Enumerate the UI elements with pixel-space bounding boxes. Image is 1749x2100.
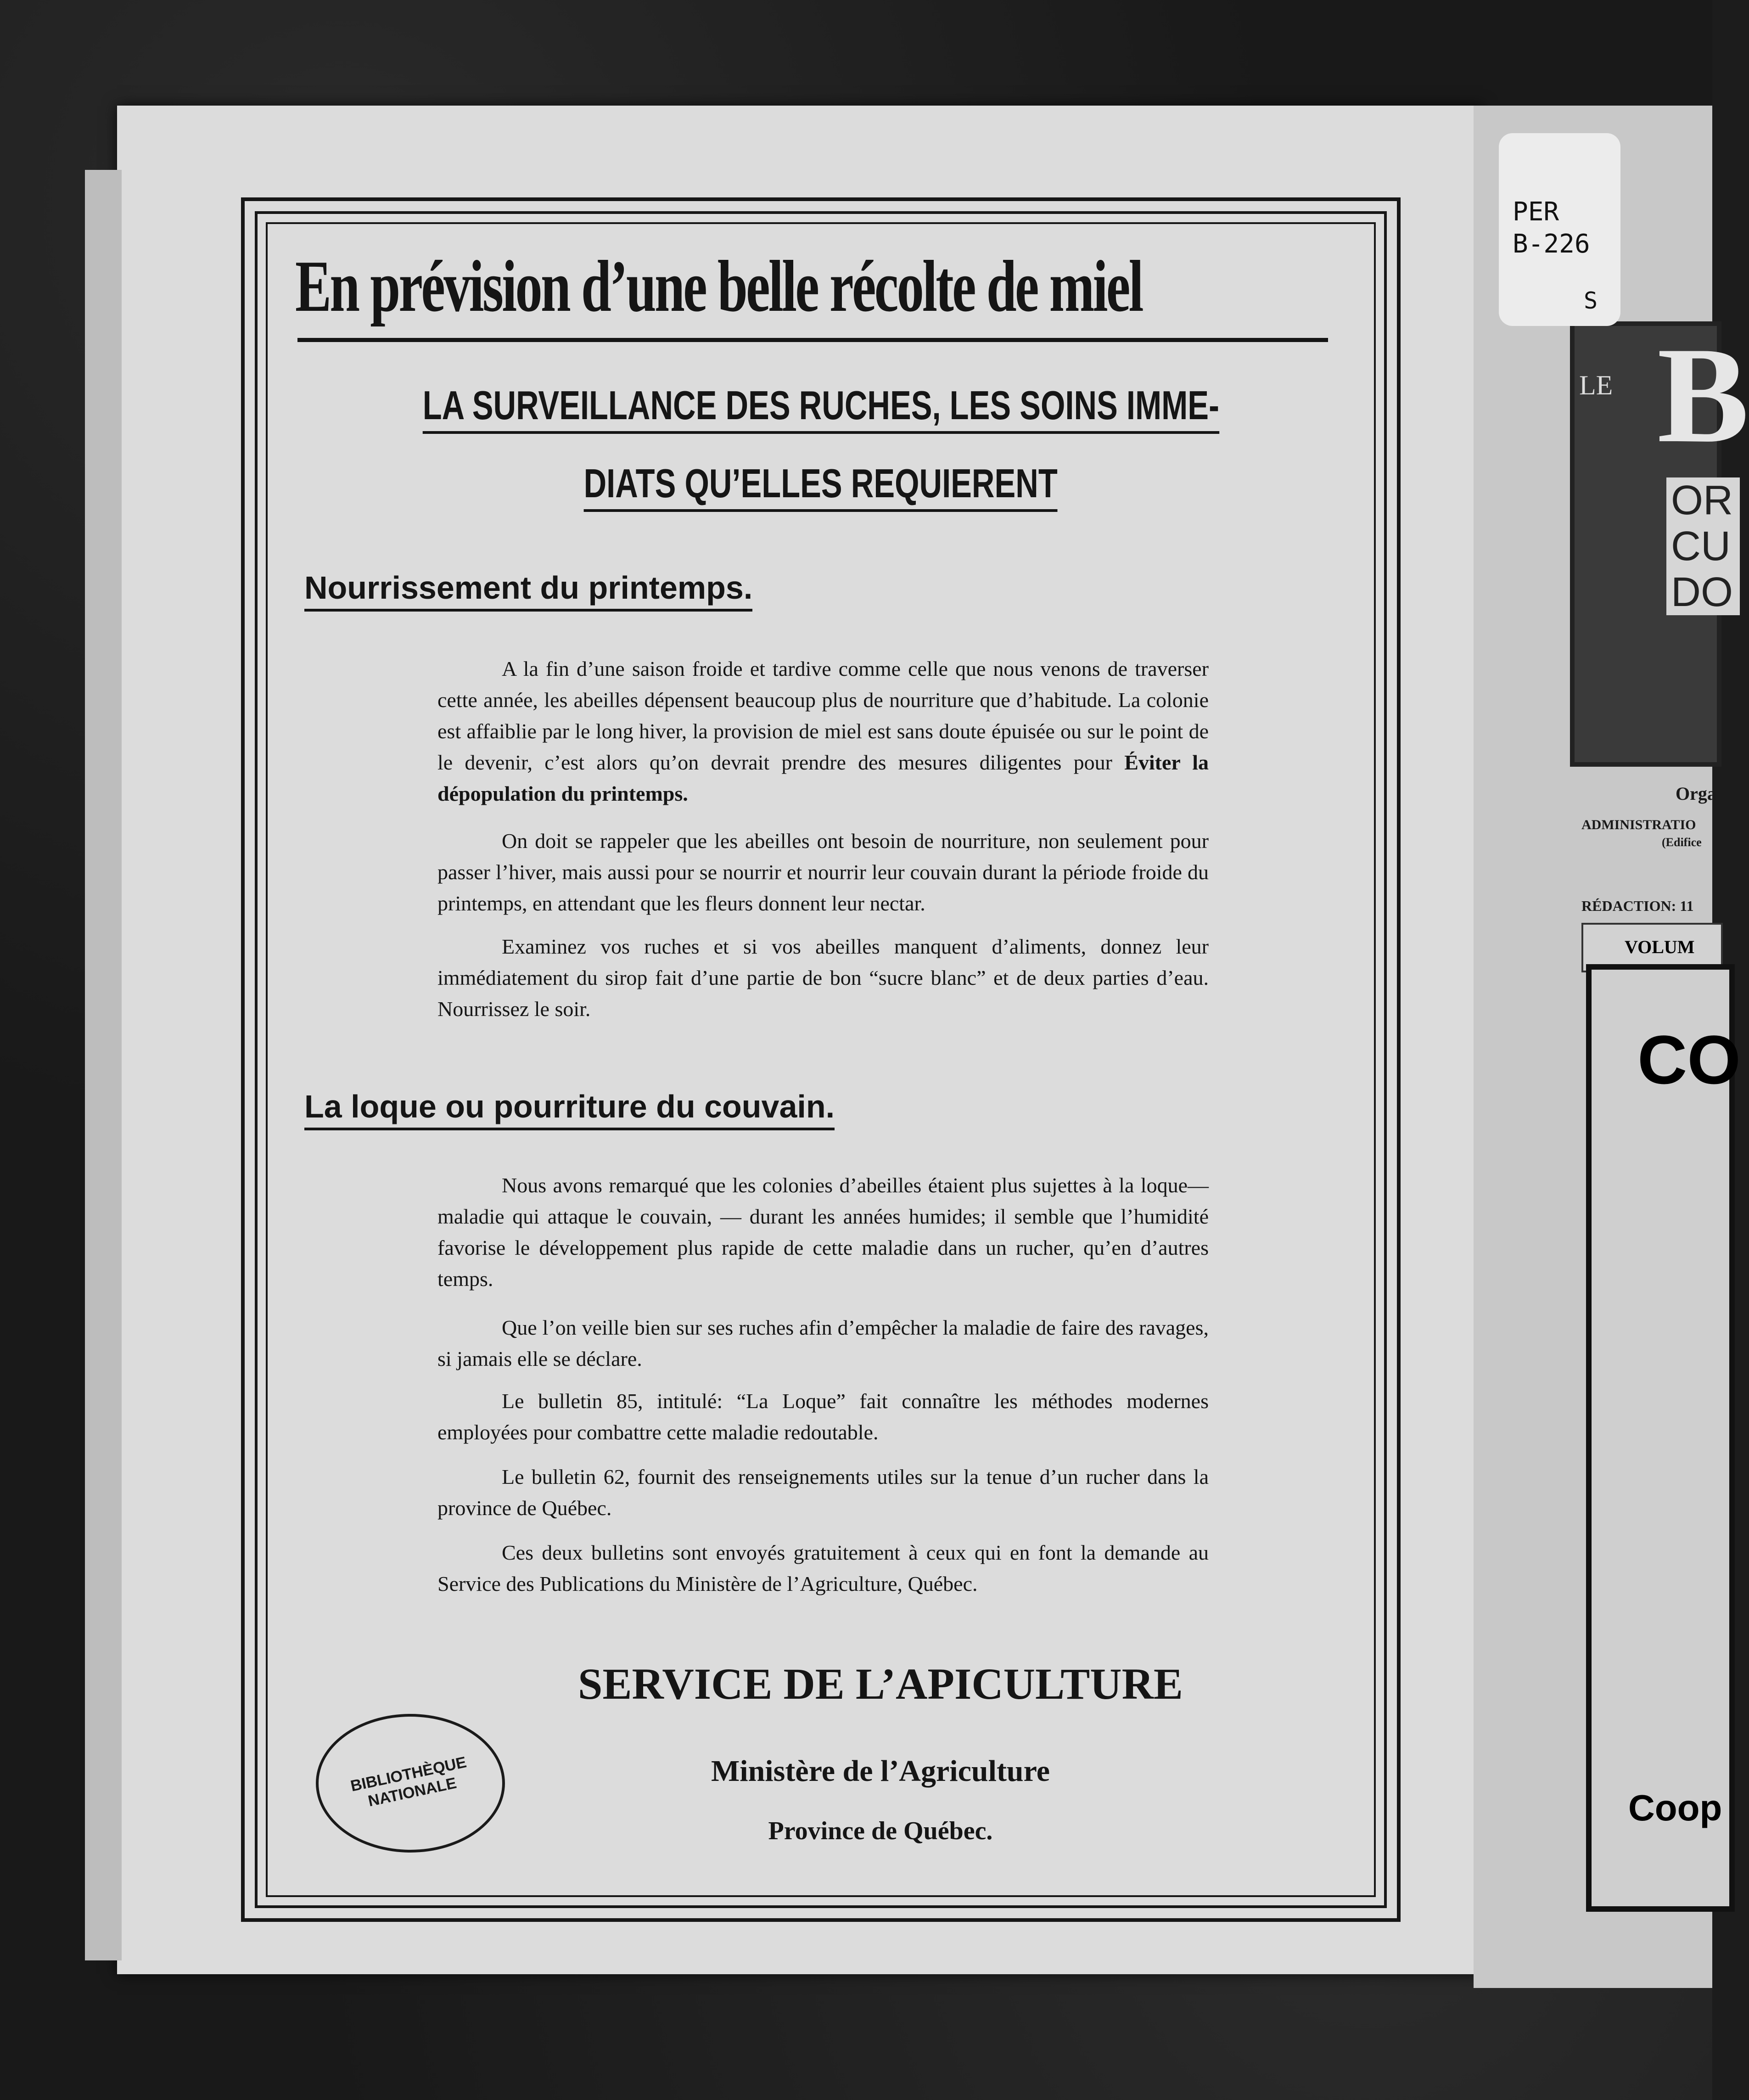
section-title-nourrissement: Nourrissement du printemps. bbox=[304, 568, 752, 612]
footer-province: Province de Québec. bbox=[768, 1817, 993, 1845]
right-page-box bbox=[1586, 964, 1741, 1912]
paragraph-5: Que l’on veille bien sur ses ruches afin d’empêcher la maladie de faire des ravages, si jamais elle se déclare. bbox=[437, 1316, 1209, 1370]
masthead-prefix: LE bbox=[1579, 370, 1613, 400]
section-title-loque: La loque ou pourriture du couvain. bbox=[304, 1087, 835, 1130]
page-edge bbox=[85, 170, 122, 1960]
box-footer: Coop bbox=[1628, 1787, 1722, 1828]
organ-text: Orga bbox=[1676, 783, 1716, 804]
masthead-logo bbox=[1570, 319, 1749, 767]
left-page bbox=[117, 106, 1483, 1974]
call-number-label: PER B-226 S bbox=[1499, 133, 1620, 326]
footer-ministry: Ministère de l’Agriculture bbox=[711, 1754, 1050, 1788]
redaction-text: RÉDACTION: 11 bbox=[1581, 898, 1694, 914]
paragraph-7: Le bulletin 62, fournit des renseignements utiles sur la tenue d’un rucher dans la province de Québec. bbox=[437, 1465, 1209, 1520]
administration-text: ADMINISTRATIO bbox=[1581, 817, 1696, 832]
stamp-text: BIBLIOTHÈQUE NATIONALE bbox=[349, 1753, 468, 1810]
box-heading: CO bbox=[1637, 1021, 1741, 1098]
paragraph-3: Examinez vos ruches et si vos abeilles manquent d’aliments, donnez leur immédiatement du sirop fait d’une partie de bon “sucre blanc” et de deux parties d’eau. Nourrissez le soir. bbox=[437, 935, 1209, 1021]
paragraph-8: Ces deux bulletins sont envoyés gratuitement à ceux qui en font la demande au Service des Publications du Ministère de l’Agriculture, Québec. bbox=[437, 1541, 1209, 1595]
emphasis-text: Éviter la dépopulation du printemps. bbox=[437, 751, 1209, 805]
subheading-line-1: LA SURVEILLANCE DES RUCHES, LES SOINS IMME- bbox=[245, 382, 1397, 434]
paragraph-2: On doit se rappeler que les abeilles ont besoin de nourriture, non seulement pour passer l’hiver, mais aussi pour se nourrir et nourrir leur couvain durant la période froide du printemps, en attendant que les fleurs donnent leur nectar. bbox=[437, 829, 1209, 915]
subheading-line-2: DIATS QU’ELLES REQUIERENT bbox=[245, 460, 1397, 512]
edifice-text: (Edifice bbox=[1662, 836, 1702, 849]
footer-service: SERVICE DE L’APICULTURE bbox=[578, 1659, 1183, 1708]
advertisement-content bbox=[245, 201, 1397, 1918]
paragraph-4: Nous avons remarqué que les colonies d’abeilles étaient plus sujettes à la loque—maladie qui attaque le couvain, — durant les années humides; il semble que l’humidité favorise le développement plus rapide de cette maladie dans un rucher, qu’en d’autres temps. bbox=[437, 1174, 1209, 1291]
masthead-letter: B bbox=[1657, 319, 1749, 471]
decorative-border bbox=[241, 197, 1401, 1922]
masthead-subtitle: OR CU DO bbox=[1666, 477, 1740, 615]
paragraph-1: A la fin d’une saison froide et tardive comme celle que nous venons de traverser cette année, les abeilles dépensent beaucoup plus de nourriture que d’habitude. La colonie est affaiblie par le long hiver, la provision de miel est sans doute épuisée ou sur le point de le devenir, c’est alors qu’on devrait prendre des mesures diligentes pour Éviter la dépopulation du printemps. bbox=[437, 657, 1209, 805]
headline: En prévision d’une belle récolte de miel bbox=[295, 245, 1142, 327]
headline-underline bbox=[297, 338, 1328, 342]
paragraph-6: Le bulletin 85, intitulé: “La Loque” fait connaître les méthodes modernes employées pour combattre cette maladie redoutable. bbox=[437, 1389, 1209, 1444]
volume-bar: VOLUM bbox=[1581, 923, 1723, 972]
